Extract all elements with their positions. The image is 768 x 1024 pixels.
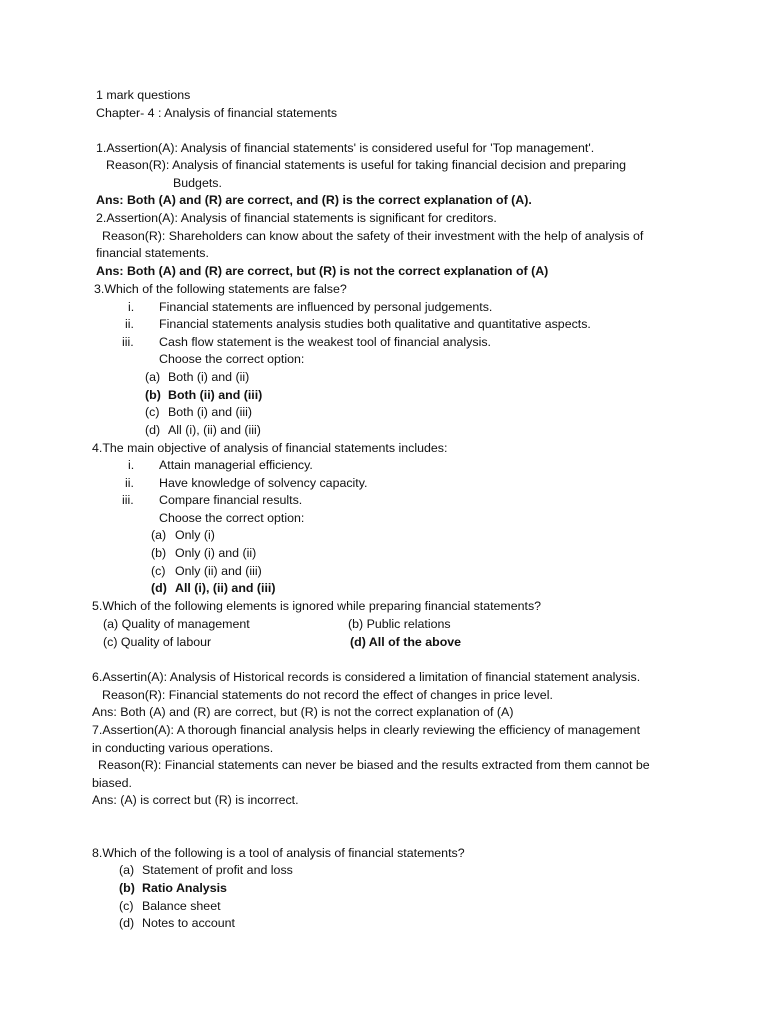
q8-option: Statement of profit and loss [142,863,293,877]
q8-option-label: (d) [119,916,135,930]
q8-question: 8.Which of the following is a tool of analysis of financial statements? [92,846,465,860]
q4-option-label: (b) [151,546,167,560]
q4-statement: Attain managerial efficiency. [159,458,313,472]
q7-reason: Reason(R): Financial statements can never be biased and the results extracted from them cannot be [98,758,650,772]
q3-statement: Financial statements analysis studies both qualitative and quantitative aspects. [159,317,591,331]
q1-assertion: 1.Assertion(A): Analysis of financial statements' is considered useful for 'Top management'. [96,141,595,155]
q4-statement: Have knowledge of solvency capacity. [159,476,368,490]
q3-option-label: (d) [145,423,161,437]
q4-option: Only (i) [175,528,215,542]
q7-assertion: 7.Assertion(A): A thorough financial analysis helps in clearly reviewing the efficiency of management [92,723,641,737]
q4-option-correct: All (i), (ii) and (iii) [175,581,276,595]
q4-option-label: (c) [151,564,166,578]
header-line-1: 1 mark questions [96,88,191,102]
q3-statement-num: i. [128,300,135,314]
q3-prompt: Choose the correct option: [159,352,305,366]
q5-option-d-correct: (d) All of the above [350,635,462,649]
q2-assertion: 2.Assertion(A): Analysis of financial statements is significant for creditors. [96,211,497,225]
q2-reason: Reason(R): Shareholders can know about the safety of their investment with the help of analysis of [102,229,644,243]
q3-statement: Cash flow statement is the weakest tool of financial analysis. [159,335,491,349]
q4-statement: Compare financial results. [159,493,303,507]
q1-answer: Ans: Both (A) and (R) are correct, and (R) is the correct explanation of (A). [96,193,532,207]
q7-reason-cont: biased. [92,776,132,790]
q4-option-label: (a) [151,528,167,542]
q6-reason: Reason(R): Financial statements do not record the effect of changes in price level. [102,688,553,702]
q6-assertion: 6.Assertin(A): Analysis of Historical records is considered a limitation of financial statement analysis. [92,670,641,684]
q8-option-correct: Ratio Analysis [142,881,227,895]
q4-statement-num: i. [128,458,135,472]
q5-option-a: (a) Quality of management [103,617,250,631]
q8-option: Notes to account [142,916,235,930]
q6-answer: Ans: Both (A) and (R) are correct, but (R) is not the correct explanation of (A) [92,705,514,719]
q2-answer: Ans: Both (A) and (R) are correct, but (R) is not the correct explanation of (A) [96,264,549,278]
q3-option-label: (a) [145,370,161,384]
q8-option-label: (c) [119,899,134,913]
q4-option: Only (i) and (ii) [175,546,257,560]
q4-statement-num: iii. [122,493,134,507]
q3-option: Both (i) and (ii) [168,370,250,384]
q7-assertion-cont: in conducting various operations. [92,741,274,755]
q4-option-label: (d) [151,581,167,595]
q1-reason: Reason(R): Analysis of financial statements is useful for taking financial decision and preparing [106,158,626,172]
q8-option-label: (b) [119,881,135,895]
q4-question: 4.The main objective of analysis of financial statements includes: [92,441,448,455]
q5-option-c: (c) Quality of labour [103,635,212,649]
q7-answer: Ans: (A) is correct but (R) is incorrect. [92,793,299,807]
q3-question: 3.Which of the following statements are false? [94,282,347,296]
q3-option-correct: Both (ii) and (iii) [168,388,263,402]
q8-option: Balance sheet [142,899,221,913]
q1-reason-cont: Budgets. [173,176,222,190]
q3-statement-num: ii. [125,317,134,331]
q4-statement-num: ii. [125,476,134,490]
q8-option-label: (a) [119,863,135,877]
q3-statement-num: iii. [122,335,134,349]
q4-option: Only (ii) and (iii) [175,564,262,578]
q3-option-label: (b) [145,388,161,402]
q4-prompt: Choose the correct option: [159,511,305,525]
q3-option-label: (c) [145,405,160,419]
q3-option: All (i), (ii) and (iii) [168,423,261,437]
q2-reason-cont: financial statements. [96,246,209,260]
q5-question: 5.Which of the following elements is ignored while preparing financial statements? [92,599,542,613]
q3-statement: Financial statements are influenced by personal judgements. [159,300,493,314]
q5-option-b: (b) Public relations [348,617,451,631]
chapter-title: Chapter- 4 : Analysis of financial statements [96,106,338,120]
q3-option: Both (i) and (iii) [168,405,253,419]
